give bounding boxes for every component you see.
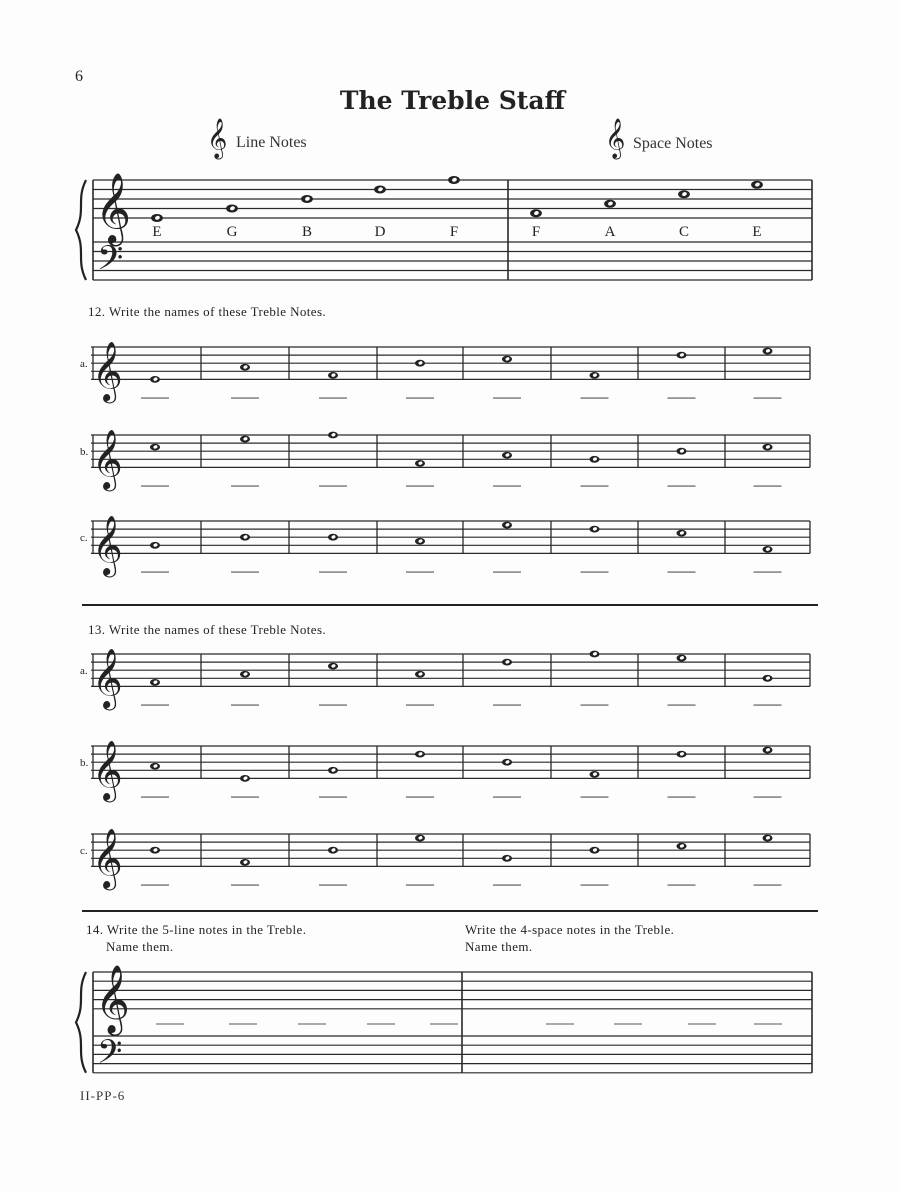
space-notes-instruction-line1: Write the 4-space notes in the Treble. (465, 922, 675, 937)
footer-code: II-PP-6 (80, 1088, 126, 1103)
whole-note-icon (240, 534, 250, 541)
whole-note-icon (762, 835, 772, 842)
whole-note-icon (415, 360, 425, 367)
whole-note-icon (676, 530, 686, 537)
space-notes-instruction-line2: Name them. (465, 939, 533, 954)
treble-clef-icon: 𝄞 (92, 742, 123, 800)
whole-note-icon (502, 522, 512, 529)
whole-note-icon (240, 775, 250, 782)
page-number: 6 (75, 68, 83, 85)
whole-note-icon (415, 751, 425, 758)
line-note-label: D (374, 224, 386, 240)
whole-note-icon (415, 538, 425, 545)
exercise-12-instruction: 12. Write the names of these Treble Notes. (88, 304, 327, 319)
whole-note-icon (604, 200, 616, 208)
exercise-13-instruction: 13. Write the names of these Treble Notes. (88, 622, 327, 637)
whole-note-icon (240, 859, 250, 866)
whole-note-icon (589, 526, 599, 533)
whole-note-icon (502, 759, 512, 766)
whole-note-icon (762, 747, 772, 754)
treble-clef-icon: 𝄞 (92, 830, 123, 888)
bass-clef-icon: 𝄢 (97, 240, 124, 286)
whole-note-icon (374, 186, 386, 194)
row-label: a. (80, 358, 88, 371)
whole-note-icon (226, 205, 238, 213)
exercise-14-instruction-line1: 14. Write the 5-line notes in the Treble. (86, 922, 307, 937)
whole-note-icon (676, 843, 686, 850)
treble-clef-icon: 𝄞 (95, 175, 131, 243)
whole-note-icon (589, 372, 599, 379)
space-note-label: A (604, 224, 616, 240)
line-note-label: B (301, 224, 313, 240)
whole-note-icon (415, 460, 425, 467)
whole-note-icon (415, 671, 425, 678)
row-label: c. (80, 532, 88, 545)
whole-note-icon (762, 444, 772, 451)
whole-note-icon (589, 651, 599, 658)
treble-clef-icon: 𝄞 (92, 650, 123, 708)
line-note-label: E (152, 224, 162, 240)
whole-note-icon (502, 356, 512, 363)
whole-note-icon (676, 655, 686, 662)
whole-note-icon (328, 432, 338, 439)
space-note-label: C (678, 224, 690, 240)
treble-clef-icon: 𝄞 (95, 966, 130, 1032)
whole-note-icon (502, 855, 512, 862)
whole-note-icon (415, 835, 425, 842)
exercise-14-instruction-line2: Name them. (106, 939, 174, 954)
whole-note-icon (301, 195, 313, 203)
whole-note-icon (762, 348, 772, 355)
bass-clef-icon: 𝄢 (97, 1034, 123, 1079)
whole-note-icon (589, 771, 599, 778)
whole-note-icon (150, 847, 160, 854)
whole-note-icon (328, 534, 338, 541)
whole-note-icon (676, 352, 686, 359)
whole-note-icon (751, 181, 763, 189)
row-label: a. (80, 665, 88, 678)
whole-note-icon (676, 448, 686, 455)
whole-note-icon (150, 444, 160, 451)
page-title: The Treble Staff (339, 86, 566, 115)
whole-note-icon (530, 209, 542, 217)
whole-note-icon (328, 847, 338, 854)
line-note-label: G (226, 224, 238, 240)
treble-clef-icon: 𝄞 (92, 517, 123, 575)
line-notes-clef-icon: 𝄞 (207, 119, 228, 158)
whole-note-icon (328, 767, 338, 774)
treble-clef-icon: 𝄞 (92, 431, 123, 489)
space-note-label: E (752, 224, 762, 240)
row-label: b. (80, 757, 89, 770)
line-notes-heading: Line Notes (236, 134, 307, 151)
whole-note-icon (589, 456, 599, 463)
whole-note-icon (150, 763, 160, 770)
whole-note-icon (240, 364, 250, 371)
whole-note-icon (150, 542, 160, 549)
whole-note-icon (678, 190, 690, 198)
treble-clef-icon: 𝄞 (92, 343, 123, 401)
brace-icon (76, 972, 86, 1073)
space-notes-clef-icon: 𝄞 (605, 119, 626, 158)
whole-note-icon (762, 546, 772, 553)
whole-note-icon (448, 176, 460, 184)
line-note-label: F (449, 224, 459, 240)
whole-note-icon (328, 372, 338, 379)
whole-note-icon (151, 214, 163, 222)
space-notes-heading: Space Notes (633, 135, 713, 152)
whole-note-icon (150, 376, 160, 383)
whole-note-icon (676, 751, 686, 758)
whole-note-icon (328, 663, 338, 670)
row-label: b. (80, 446, 89, 459)
whole-note-icon (240, 671, 250, 678)
whole-note-icon (502, 452, 512, 459)
whole-note-icon (589, 847, 599, 854)
row-label: c. (80, 845, 88, 858)
whole-note-icon (502, 659, 512, 666)
space-note-label: F (531, 224, 541, 240)
whole-note-icon (762, 675, 772, 682)
brace-icon (76, 180, 86, 280)
whole-note-icon (150, 679, 160, 686)
whole-note-icon (240, 436, 250, 443)
